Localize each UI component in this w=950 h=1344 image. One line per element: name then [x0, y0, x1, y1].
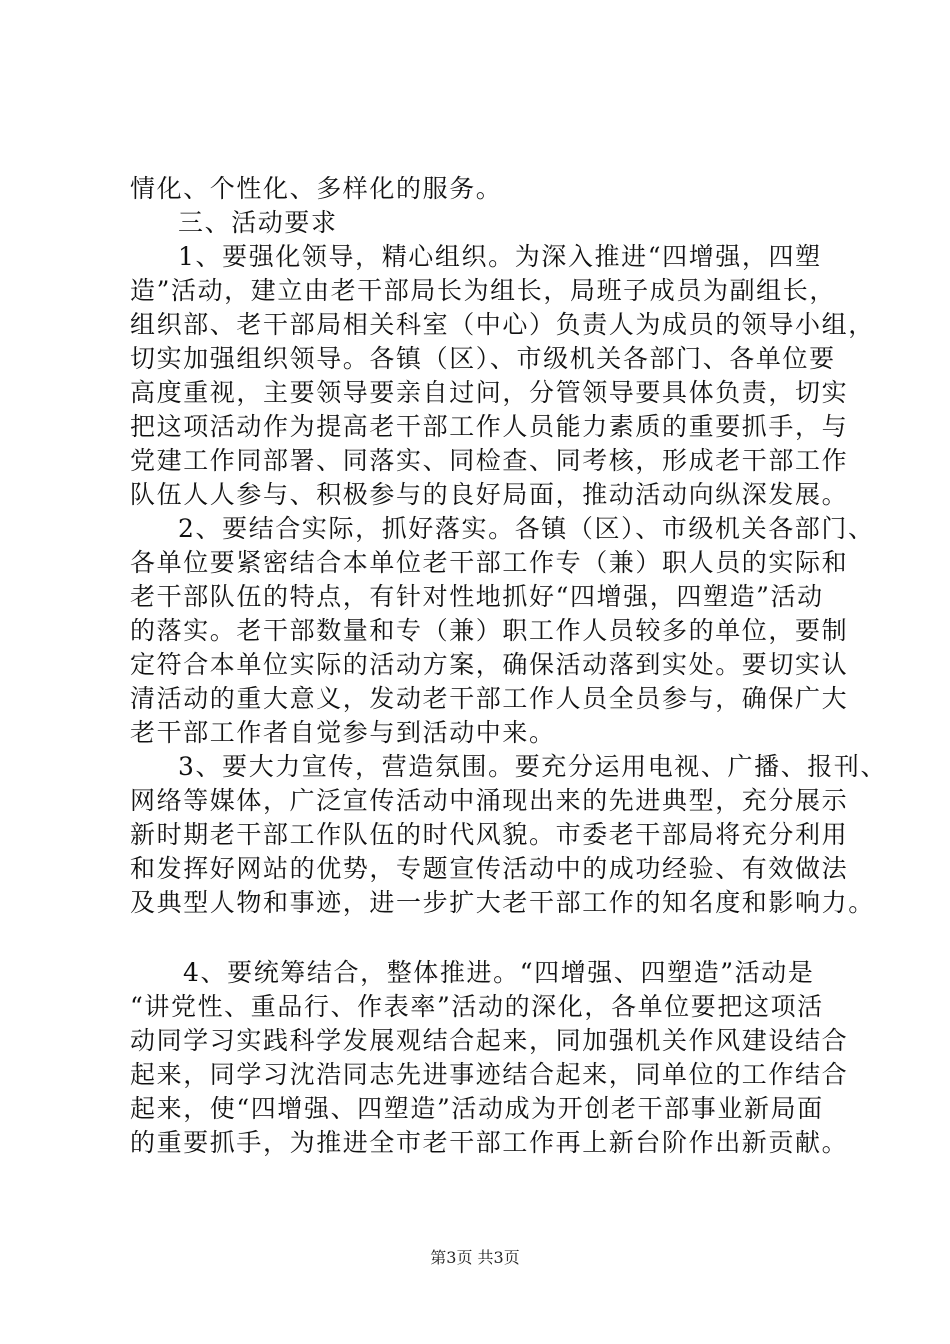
text-line: 起来，同学习沈浩同志先进事迹结合起来，同单位的工作结合 — [130, 1060, 849, 1089]
text-line: 新时期老干部工作队伍的时代风貌。市委老干部局将充分利用 — [130, 820, 849, 849]
text-line: 组织部、老干部局相关科室（中心）负责人为成员的领导小组， — [130, 310, 875, 339]
text-line: 造”活动，建立由老干部局长为组长，局班子成员为副组长， — [130, 276, 836, 305]
text-line: 各单位要紧密结合本单位老干部工作专（兼）职人员的实际和 — [130, 548, 849, 577]
text-line: 及典型人物和事迹，进一步扩大老干部工作的知名度和影响力。 — [130, 888, 875, 917]
text-line: 2、要结合实际，抓好落实。各镇（区）、市级机关各部门、 — [178, 514, 875, 543]
text-line: 的重要抓手，为推进全市老干部工作再上新台阶作出新贡献。 — [130, 1128, 849, 1157]
text-line: 动同学习实践科学发展观结合起来，同加强机关作风建设结合 — [130, 1026, 849, 1055]
text-line: 定符合本单位实际的活动方案，确保活动落到实处。要切实认 — [130, 650, 849, 679]
text-line: 把这项活动作为提高老干部工作人员能力素质的重要抓手，与 — [130, 412, 849, 441]
text-line: 和发挥好网站的优势，专题宣传活动中的成功经验、有效做法 — [130, 854, 849, 883]
text-line: 1、要强化领导，精心组织。为深入推进“四增强，四塑 — [178, 242, 822, 271]
page-number: 第3页 共3页 — [430, 1248, 520, 1267]
text-line: 清活动的重大意义，发动老干部工作人员全员参与，确保广大 — [130, 684, 849, 713]
text-line: 队伍人人参与、积极参与的良好局面，推动活动向纵深发展。 — [130, 480, 849, 509]
text-line: 网络等媒体，广泛宣传活动中涌现出来的先进典型，充分展示 — [130, 786, 849, 815]
text-line: 的落实。老干部数量和专（兼）职工作人员较多的单位，要制 — [130, 616, 849, 645]
text-line: 情化、个性化、多样化的服务。 — [130, 174, 503, 203]
text-line: 切实加强组织领导。各镇（区）、市级机关各部门、各单位要 — [130, 344, 836, 373]
section-heading: 三、活动要求 — [178, 208, 338, 237]
text-line: 起来，使“四增强、四塑造”活动成为开创老干部事业新局面 — [130, 1094, 824, 1123]
text-line: 党建工作同部署、同落实、同检查、同考核，形成老干部工作 — [130, 446, 849, 475]
text-line: “讲党性、重品行、作表率”活动的深化，各单位要把这项活 — [130, 992, 824, 1021]
text-line: 4、要统筹结合，整体推进。“四增强、四塑造”活动是 — [183, 958, 815, 987]
text-line: 高度重视，主要领导要亲自过问，分管领导要具体负责，切实 — [130, 378, 849, 407]
text-line: 老干部工作者自觉参与到活动中来。 — [130, 718, 556, 747]
text-line: 3、要大力宣传，营造氛围。要充分运用电视、广播、报刊、 — [178, 752, 888, 781]
text-line: 老干部队伍的特点，有针对性地抓好“四增强，四塑造”活动 — [130, 582, 824, 611]
